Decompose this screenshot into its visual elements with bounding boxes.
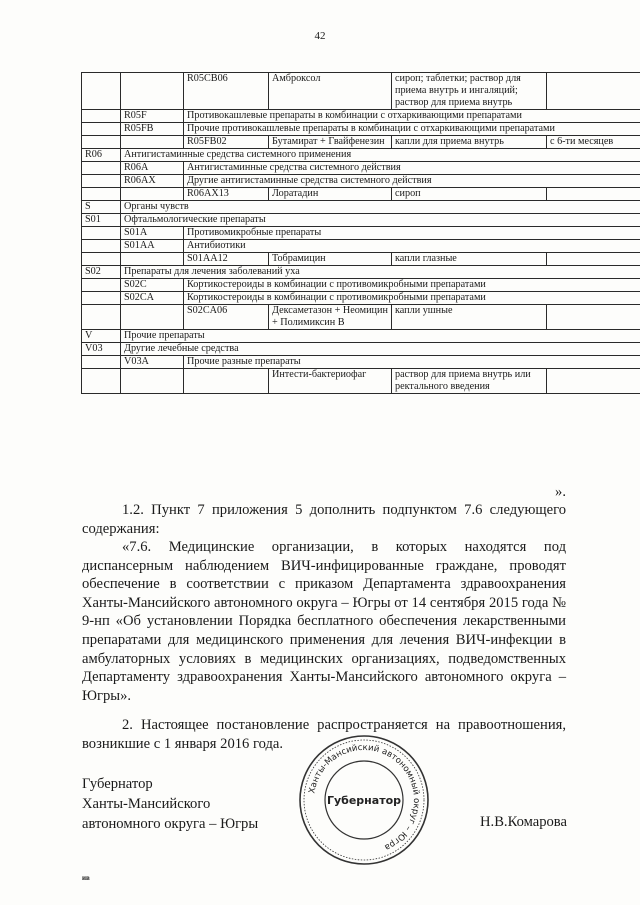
signer-name: Н.В.Комарова bbox=[480, 814, 567, 830]
table-row bbox=[82, 136, 640, 149]
empty-cell bbox=[82, 188, 121, 201]
drug-note bbox=[547, 305, 640, 330]
table-row bbox=[82, 110, 640, 123]
empty-cell bbox=[82, 369, 121, 394]
table-row bbox=[82, 149, 640, 162]
table-row bbox=[82, 266, 640, 279]
page-number: 42 bbox=[314, 30, 326, 42]
footer-code: ив bbox=[82, 874, 90, 882]
atc-code: S01AA bbox=[121, 240, 184, 253]
paragraph-1-2: 1.2. Пункт 7 приложения 5 дополнить подпунктом 7.6 следующего содержания: bbox=[82, 502, 566, 537]
table-row bbox=[82, 343, 640, 356]
drug-note bbox=[547, 73, 640, 110]
atc-code bbox=[184, 369, 269, 394]
drug-name: Тобрамицин bbox=[269, 253, 392, 266]
table-row bbox=[82, 240, 640, 253]
empty-cell bbox=[82, 136, 121, 149]
drug-name: Бутамират + Гвайфенезин bbox=[269, 136, 392, 149]
table-row bbox=[82, 162, 640, 175]
subgroup-name: Противокашлевые препараты в комбинации с отхаркивающими препаратами bbox=[184, 110, 640, 123]
empty-cell bbox=[82, 279, 121, 292]
empty-cell bbox=[121, 305, 184, 330]
drug-note: с 6-ти месяцев bbox=[547, 136, 640, 149]
atc-code: S02CA06 bbox=[184, 305, 269, 330]
empty-cell bbox=[82, 73, 121, 110]
table-row bbox=[82, 175, 640, 188]
atc-code: S02CA bbox=[121, 292, 184, 305]
subgroup-name: Антигистаминные средства системного действия bbox=[184, 162, 640, 175]
empty-cell bbox=[82, 227, 121, 240]
table-row bbox=[82, 214, 640, 227]
official-seal bbox=[298, 734, 430, 866]
empty-cell bbox=[82, 240, 121, 253]
table-row bbox=[82, 123, 640, 136]
signer-title-line-2: Ханты-Мансийского bbox=[82, 796, 211, 812]
atc-code: R05CB06 bbox=[184, 73, 269, 110]
table-row bbox=[82, 227, 640, 240]
empty-cell bbox=[82, 292, 121, 305]
subgroup-name: Прочие разные препараты bbox=[184, 356, 640, 369]
empty-cell bbox=[82, 356, 121, 369]
table-row bbox=[82, 356, 640, 369]
dosage-form: капли ушные bbox=[392, 305, 547, 330]
drug-name: Амброксол bbox=[269, 73, 392, 110]
atc-code: R05F bbox=[121, 110, 184, 123]
group-name: Другие лечебные средства bbox=[121, 343, 640, 356]
dosage-form: капли глазные bbox=[392, 253, 547, 266]
group-name: Прочие препараты bbox=[121, 330, 640, 343]
drug-name: Дексаметазон + Неомицин + Полимиксин В bbox=[269, 305, 392, 330]
drug-name: Лоратадин bbox=[269, 188, 392, 201]
empty-cell bbox=[121, 253, 184, 266]
table-row bbox=[82, 305, 640, 330]
atc-code: R05FB bbox=[121, 123, 184, 136]
empty-cell bbox=[82, 110, 121, 123]
atc-code: V03A bbox=[121, 356, 184, 369]
group-name: Препараты для лечения заболеваний уха bbox=[121, 266, 640, 279]
empty-cell bbox=[121, 188, 184, 201]
atc-code: S02 bbox=[82, 266, 121, 279]
drug-name: Интести-бактериофаг bbox=[269, 369, 392, 394]
table-row bbox=[82, 330, 640, 343]
paragraph-7-6: «7.6. Медицинские организации, в которых находятся под диспансерным наблюдением ВИЧ-инфицированные граждане, проводят обеспечение в соответствии с приказом Департамента здравоохранения Ханты-Мансийского автономного округа – Югры от 14 сентября 2015 года № 9-нп «Об установлении Порядка бесплатного обеспечения лекарственными препаратами для медицинского применения для лечения ВИЧ-инфекции в амбулаторных условиях в медицинских организациях, подведомственных Департаменту здравоохранения Ханты-Мансийского автономного округа – Югры». bbox=[82, 539, 566, 704]
table-row bbox=[82, 279, 640, 292]
atc-code: V bbox=[82, 330, 121, 343]
atc-code: R05FB02 bbox=[184, 136, 269, 149]
subgroup-name: Прочие противокашлевые препараты в комбинации с отхаркивающими препаратами bbox=[184, 123, 640, 136]
paragraph-2: 2. Настоящее постановление распространяется на правоотношения, возникшие с 1 января 2016 года. bbox=[82, 717, 566, 752]
signer-title-line-3: автономного округа – Югры bbox=[82, 816, 259, 832]
atc-code: S bbox=[82, 201, 121, 214]
empty-cell bbox=[82, 305, 121, 330]
drug-note bbox=[547, 369, 640, 394]
signature-block bbox=[82, 774, 258, 834]
atc-code: R06AX bbox=[121, 175, 184, 188]
empty-cell bbox=[82, 253, 121, 266]
dosage-form: сироп; таблетки; раствор для приема внутрь и ингаляций; раствор для приема внутрь bbox=[392, 73, 547, 110]
subgroup-name: Противомикробные препараты bbox=[184, 227, 640, 240]
medication-table-body bbox=[82, 73, 640, 394]
subgroup-name: Кортикостероиды в комбинации с противомикробными препаратами bbox=[184, 292, 640, 305]
atc-code: S01 bbox=[82, 214, 121, 227]
empty-cell bbox=[82, 175, 121, 188]
table-row bbox=[82, 292, 640, 305]
group-name: Антигистаминные средства системного применения bbox=[121, 149, 640, 162]
empty-cell bbox=[121, 369, 184, 394]
seal-ring-text: Ханты-Мансийский автономный округ – Югра bbox=[307, 742, 422, 853]
signer-title-line-1: Губернатор bbox=[82, 776, 153, 792]
atc-code: V03 bbox=[82, 343, 121, 356]
group-name: Органы чувств bbox=[121, 201, 640, 214]
group-name: Офтальмологические препараты bbox=[121, 214, 640, 227]
dosage-form: сироп bbox=[392, 188, 547, 201]
empty-cell bbox=[121, 73, 184, 110]
closing-quote: ». bbox=[555, 484, 566, 500]
seal-center-text: Губернатор bbox=[326, 794, 402, 807]
subgroup-name: Антибиотики bbox=[184, 240, 640, 253]
subgroup-name: Другие антигистаминные средства системного действия bbox=[184, 175, 640, 188]
drug-note bbox=[547, 253, 640, 266]
table-row bbox=[82, 73, 640, 110]
atc-code: R06A bbox=[121, 162, 184, 175]
table-row bbox=[82, 188, 640, 201]
atc-code: S01AA12 bbox=[184, 253, 269, 266]
subgroup-name: Кортикостероиды в комбинации с противомикробными препаратами bbox=[184, 279, 640, 292]
table-row bbox=[82, 369, 640, 394]
atc-code: S02C bbox=[121, 279, 184, 292]
dosage-form: капли для приема внутрь bbox=[392, 136, 547, 149]
table-row bbox=[82, 201, 640, 214]
dosage-form: раствор для приема внутрь или ректального введения bbox=[392, 369, 547, 394]
table-row bbox=[82, 253, 640, 266]
empty-cell bbox=[82, 123, 121, 136]
medication-table bbox=[81, 72, 640, 394]
drug-note bbox=[547, 188, 640, 201]
atc-code: R06 bbox=[82, 149, 121, 162]
empty-cell bbox=[82, 162, 121, 175]
atc-code: R06AX13 bbox=[184, 188, 269, 201]
atc-code: S01A bbox=[121, 227, 184, 240]
empty-cell bbox=[121, 136, 184, 149]
